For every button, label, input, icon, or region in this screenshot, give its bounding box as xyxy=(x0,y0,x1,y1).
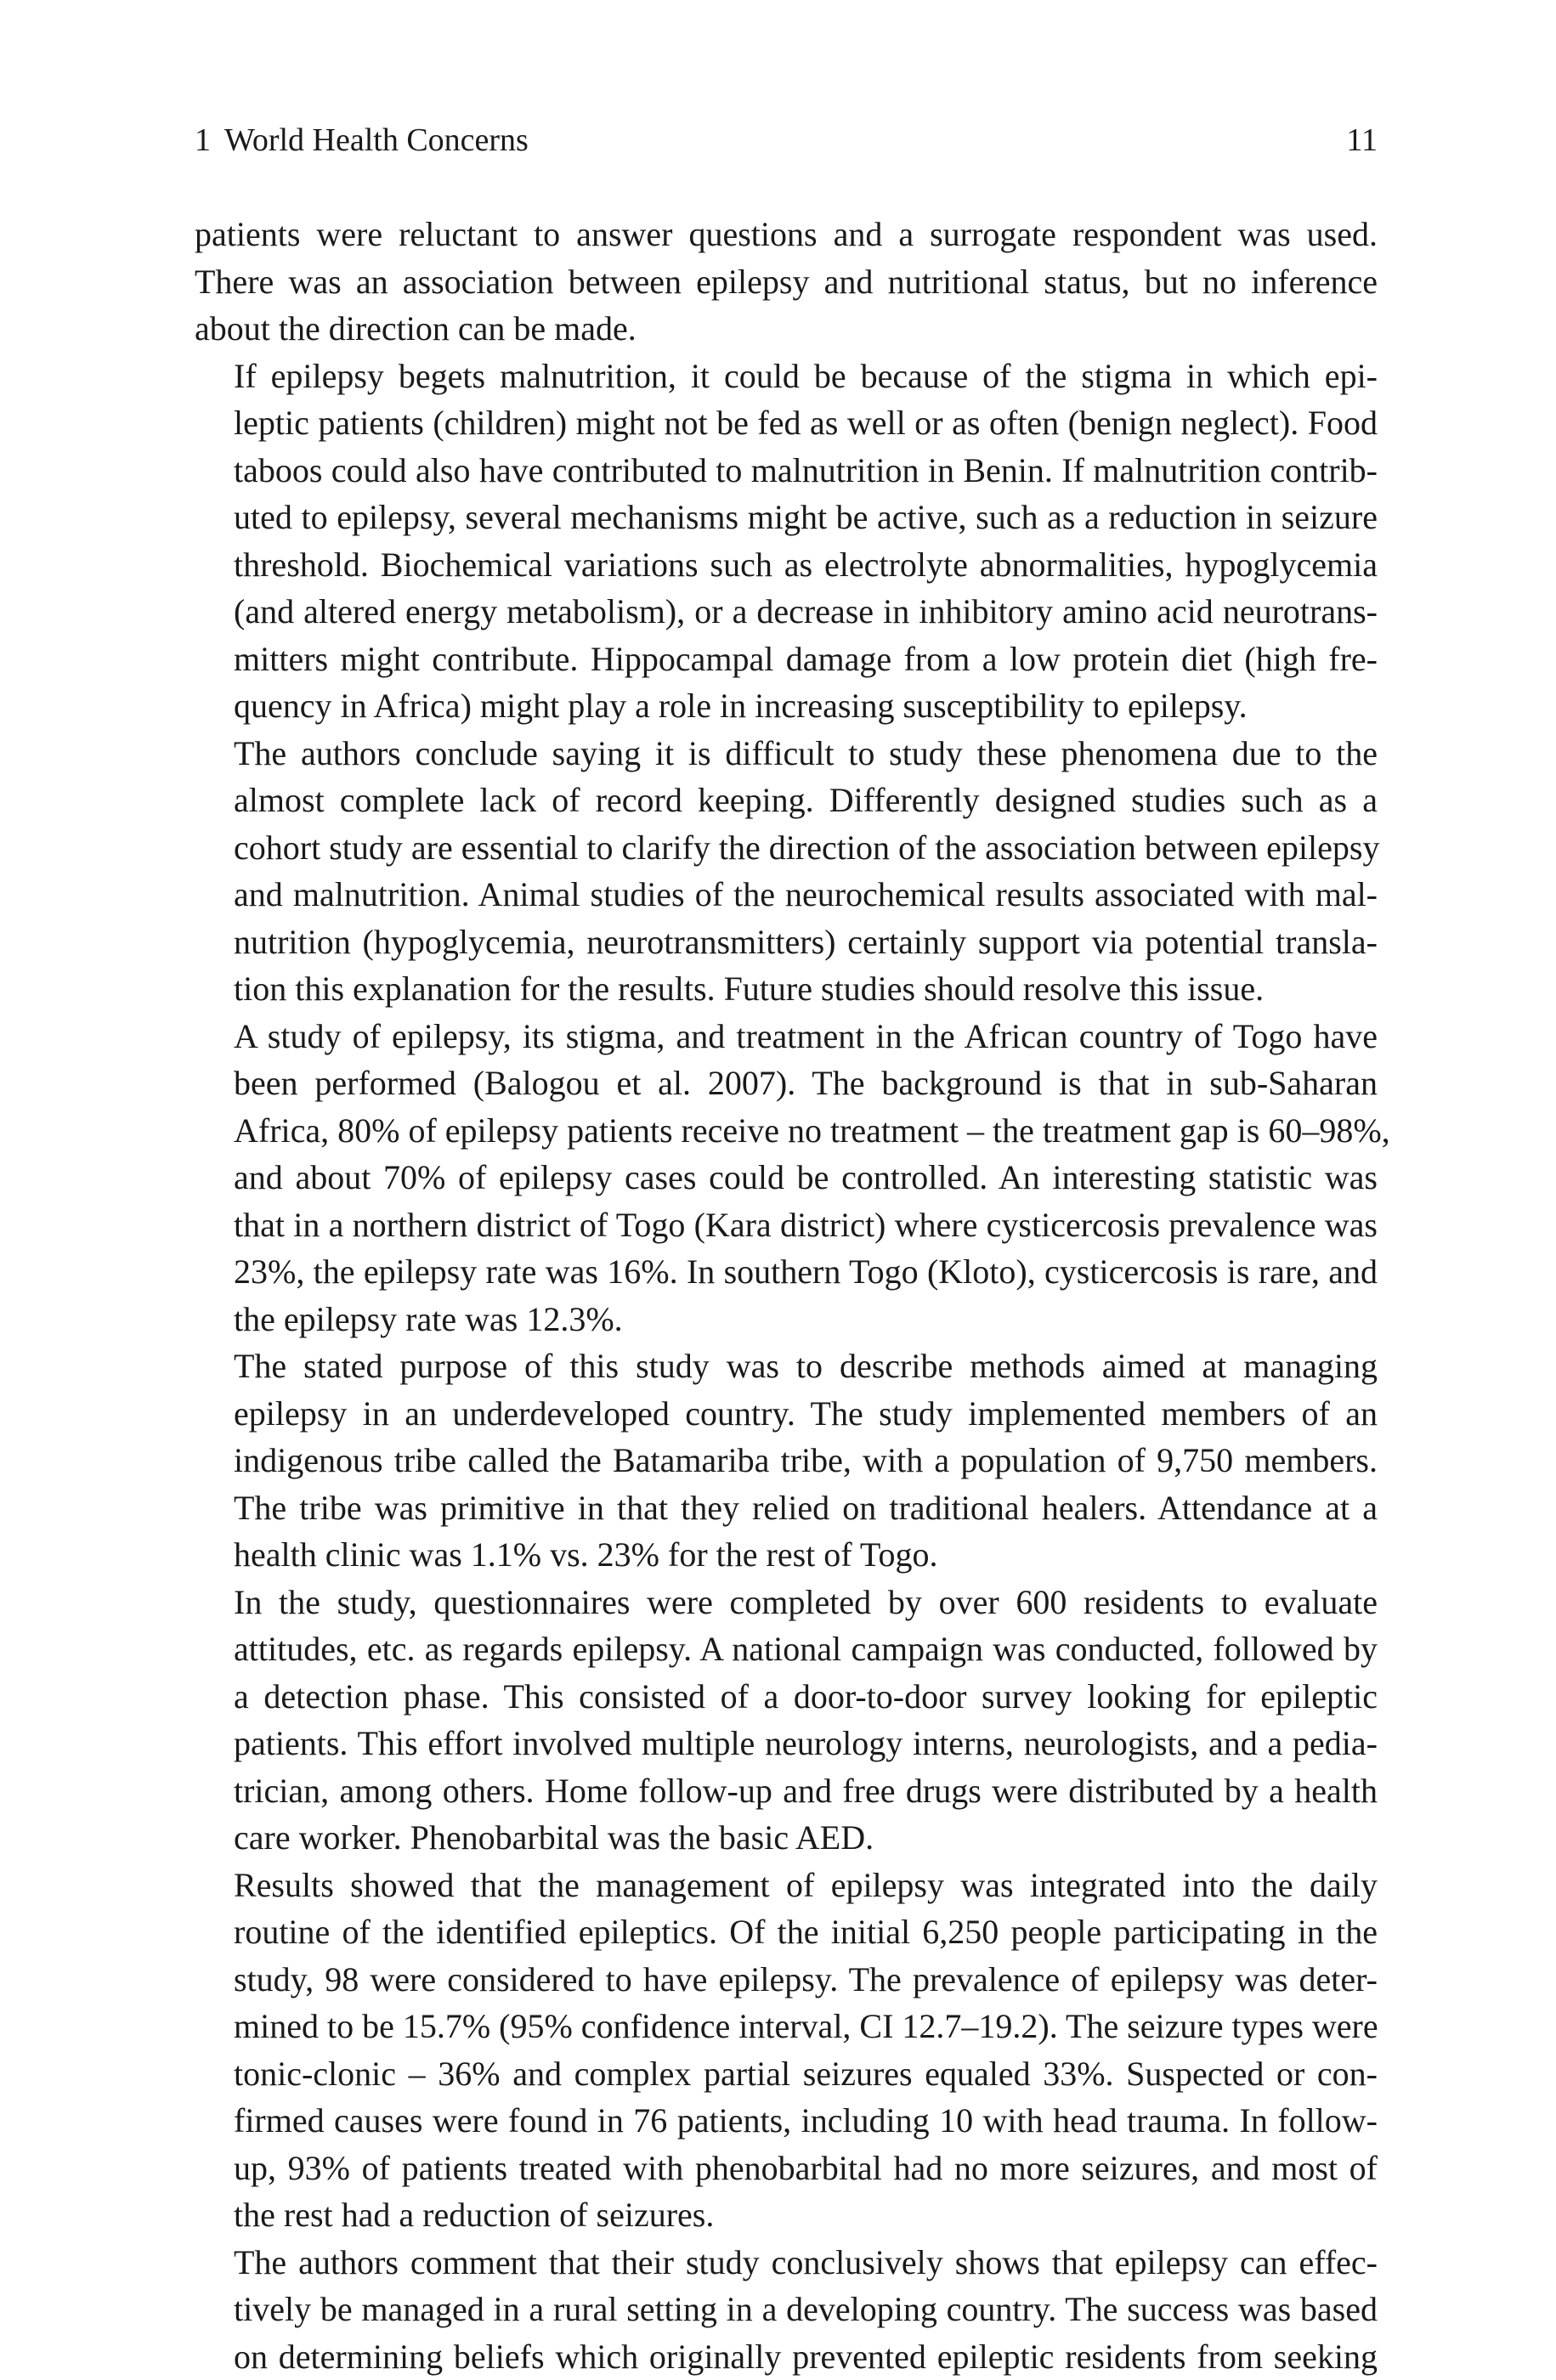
text-line: In the study, questionnaires were completed by over 600 residents to evaluate xyxy=(195,1579,1378,1626)
text-line: Africa, 80% of epilepsy patients receive no treatment – the treatment gap is 60–98%, xyxy=(195,1107,1378,1155)
text-line: taboos could also have contributed to malnutrition in Benin. If malnutrition contrib- xyxy=(195,447,1378,495)
text-line: nutrition (hypoglycemia, neurotransmitters) certainly support via potential transla- xyxy=(195,919,1378,966)
text-line: uted to epilepsy, several mechanisms might be active, such as a reduction in seizure xyxy=(195,494,1378,541)
text-line: that in a northern district of Togo (Kara district) where cysticercosis prevalence was xyxy=(195,1201,1378,1249)
text-line: on determining beliefs which originally prevented epileptic residents from seeking xyxy=(195,2333,1378,2380)
text-line: patients. This effort involved multiple neurology interns, neurologists, and a pedia- xyxy=(195,1720,1378,1767)
text-line: and about 70% of epilepsy cases could be controlled. An interesting statistic was xyxy=(195,1154,1378,1201)
text-line: There was an association between epilepsy and nutritional status, but no inference xyxy=(195,258,1378,306)
paragraph xyxy=(195,1013,1378,1343)
text-line: The stated purpose of this study was to describe methods aimed at managing xyxy=(195,1343,1378,1390)
text-line: A study of epilepsy, its stigma, and treatment in the African country of Togo have xyxy=(195,1013,1378,1060)
text-line: up, 93% of patients treated with phenobarbital had no more seizures, and most of xyxy=(195,2145,1378,2192)
paragraph xyxy=(195,1862,1378,2239)
text-line: a detection phase. This consisted of a door-to-door survey looking for epileptic xyxy=(195,1673,1378,1721)
text-line: trician, among others. Home follow-up and free drugs were distributed by a health xyxy=(195,1767,1378,1815)
text-line: been performed (Balogou et al. 2007). The background is that in sub-Saharan xyxy=(195,1060,1378,1107)
text-line: about the direction can be made. xyxy=(195,305,1378,353)
text-line: Results showed that the management of epilepsy was integrated into the daily xyxy=(195,1862,1378,1909)
text-line: tively be managed in a rural setting in a developing country. The success was based xyxy=(195,2286,1378,2333)
text-line: and malnutrition. Animal studies of the neurochemical results associated with mal- xyxy=(195,871,1378,919)
text-line: care worker. Phenobarbital was the basic AED. xyxy=(195,1814,1378,1862)
text-line: routine of the identified epileptics. Of the initial 6,250 people participating in the xyxy=(195,1908,1378,1956)
text-line: threshold. Biochemical variations such as electrolyte abnormalities, hypoglycemia xyxy=(195,541,1378,589)
text-line: indigenous tribe called the Batamariba tribe, with a population of 9,750 members. xyxy=(195,1437,1378,1484)
paragraph xyxy=(195,1579,1378,1862)
text-line: 23%, the epilepsy rate was 16%. In southern Togo (Kloto), cysticercosis is rare, and xyxy=(195,1248,1378,1296)
text-line: the epilepsy rate was 12.3%. xyxy=(195,1296,1378,1343)
text-line: firmed causes were found in 76 patients, including 10 with head trauma. In follow- xyxy=(195,2097,1378,2145)
text-line: mitters might contribute. Hippocampal damage from a low protein diet (high fre- xyxy=(195,636,1378,683)
text-line: The authors conclude saying it is difficult to study these phenomena due to the xyxy=(195,730,1378,777)
text-line: The authors comment that their study conclusively shows that epilepsy can effec- xyxy=(195,2239,1378,2287)
running-header xyxy=(195,122,1378,159)
text-line: health clinic was 1.1% vs. 23% for the rest of Togo. xyxy=(195,1531,1378,1579)
text-line: leptic patients (children) might not be fed as well or as often (benign neglect). Food xyxy=(195,399,1378,447)
chapter-title: World Health Concerns xyxy=(224,122,529,159)
body-text xyxy=(195,211,1378,2380)
paragraph xyxy=(195,2239,1378,2380)
text-line: epilepsy in an underdeveloped country. The study implemented members of an xyxy=(195,1390,1378,1438)
text-line: The tribe was primitive in that they relied on traditional healers. Attendance at a xyxy=(195,1484,1378,1532)
text-line: mined to be 15.7% (95% confidence interval, CI 12.7–19.2). The seizure types were xyxy=(195,2003,1378,2050)
page-number: 11 xyxy=(1346,122,1378,159)
text-line: tonic-clonic – 36% and complex partial seizures equaled 33%. Suspected or con- xyxy=(195,2050,1378,2098)
text-line: study, 98 were considered to have epilepsy. The prevalence of epilepsy was deter- xyxy=(195,1956,1378,2004)
text-line: If epilepsy begets malnutrition, it could be because of the stigma in which epi- xyxy=(195,353,1378,400)
text-line: the rest had a reduction of seizures. xyxy=(195,2191,1378,2239)
paragraph xyxy=(195,730,1378,1013)
text-line: quency in Africa) might play a role in increasing susceptibility to epilepsy. xyxy=(195,682,1378,730)
text-line: (and altered energy metabolism), or a decrease in inhibitory amino acid neurotrans- xyxy=(195,588,1378,636)
paragraph xyxy=(195,211,1378,353)
chapter-number: 1 xyxy=(195,122,211,159)
text-line: cohort study are essential to clarify the direction of the association between epilepsy xyxy=(195,824,1378,872)
text-line: attitudes, etc. as regards epilepsy. A national campaign was conducted, followed by xyxy=(195,1625,1378,1673)
text-line: tion this explanation for the results. Future studies should resolve this issue. xyxy=(195,965,1378,1013)
paragraph xyxy=(195,1343,1378,1579)
paragraph xyxy=(195,353,1378,730)
text-line: almost complete lack of record keeping. Differently designed studies such as a xyxy=(195,777,1378,824)
text-line: patients were reluctant to answer questions and a surrogate respondent was used. xyxy=(195,211,1378,258)
